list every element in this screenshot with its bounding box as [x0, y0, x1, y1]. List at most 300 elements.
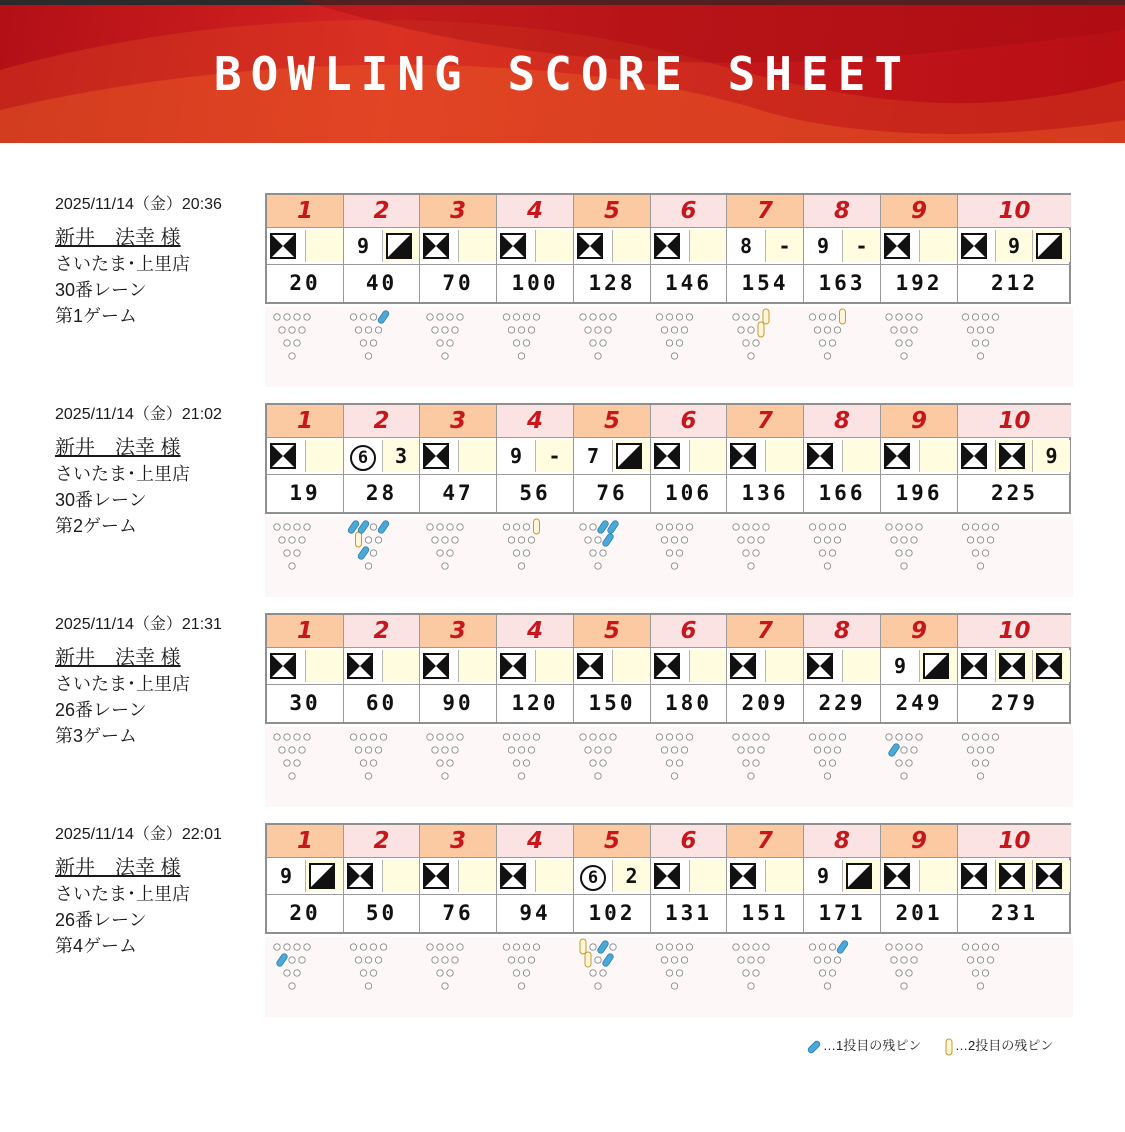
pin-down — [686, 524, 692, 530]
pin-down — [886, 734, 892, 740]
pin-diagram-frame-7 — [733, 524, 769, 569]
pin-down — [809, 314, 815, 320]
pin-down — [824, 327, 830, 333]
pin-down — [294, 970, 300, 976]
player-name: 新井 法幸 様 — [55, 857, 181, 879]
frame-2 — [344, 615, 420, 722]
pin-down — [743, 970, 749, 976]
pin-down — [304, 524, 310, 530]
pin-down — [442, 563, 448, 569]
frame-5 — [574, 615, 651, 722]
frame-number: 2 — [344, 615, 419, 647]
pin-down — [304, 314, 310, 320]
pin-down — [753, 340, 759, 346]
roll-box — [267, 440, 305, 472]
strike-mark-icon — [654, 863, 680, 889]
pin-down — [600, 734, 606, 740]
pin-standing-first — [357, 546, 370, 561]
pin-down — [299, 747, 305, 753]
frame-8 — [804, 825, 881, 932]
pin-down — [503, 314, 509, 320]
pin-down — [748, 983, 754, 989]
pin-down — [829, 760, 835, 766]
frame-total: 20 — [289, 901, 321, 925]
frame-total: 19 — [289, 481, 321, 505]
frame-1 — [267, 195, 344, 302]
frame-number: 8 — [804, 615, 880, 647]
pin-down — [891, 327, 897, 333]
frame-number: 3 — [420, 615, 496, 647]
pin-down — [819, 524, 825, 530]
pin-down — [274, 314, 280, 320]
pin-down — [360, 314, 366, 320]
game-number: 第1ゲーム — [55, 306, 138, 326]
pin-down — [610, 314, 616, 320]
frame-6 — [651, 405, 727, 512]
pin-diagram-frame-5 — [580, 734, 616, 779]
strike-mark-icon — [884, 863, 910, 889]
pin-down — [370, 970, 376, 976]
pin-down — [355, 327, 361, 333]
frame-number: 9 — [881, 615, 957, 647]
roll-box — [804, 440, 842, 472]
pin-diagram-frame-10 — [962, 524, 998, 569]
pin-down — [503, 734, 509, 740]
pin-down — [972, 970, 978, 976]
pin-down — [972, 760, 978, 766]
pin-down — [824, 983, 830, 989]
pin-standing-first — [597, 520, 610, 535]
frame-total: 209 — [741, 691, 789, 715]
pin-diagram-frame-1 — [274, 734, 310, 779]
frame-total: 76 — [442, 901, 474, 925]
pin-down — [595, 957, 601, 963]
frame-rolls — [958, 437, 1071, 475]
pin-down — [977, 747, 983, 753]
pin-down — [284, 314, 290, 320]
frame-10 — [958, 825, 1071, 932]
roll-box — [574, 440, 612, 472]
pin-down — [513, 944, 519, 950]
pin-diagram-frame-10 — [962, 944, 998, 989]
pin-down — [457, 734, 463, 740]
pin-down — [284, 944, 290, 950]
frame-number: 7 — [727, 615, 803, 647]
frame-2 — [344, 825, 420, 932]
pin-down — [447, 524, 453, 530]
roll-box — [958, 860, 995, 892]
pin-down — [891, 537, 897, 543]
pin-down — [916, 314, 922, 320]
pin-down — [748, 537, 754, 543]
pin-down — [274, 944, 280, 950]
pin-down — [839, 734, 845, 740]
pin-down — [518, 563, 524, 569]
pin-down — [896, 314, 902, 320]
roll-box — [535, 230, 573, 262]
pin-down — [284, 760, 290, 766]
frame-6 — [651, 615, 727, 722]
frame-7 — [727, 195, 804, 302]
pin-diagram-frame-6 — [656, 524, 692, 569]
pin-down — [523, 944, 529, 950]
pin-down — [809, 524, 815, 530]
strike-mark-icon — [423, 653, 449, 679]
pin-down — [518, 983, 524, 989]
pin-standing-first — [377, 520, 390, 535]
pin-diagram-svg — [265, 307, 1073, 387]
pin-diagram-frame-7 — [733, 309, 769, 359]
pin-down — [365, 957, 371, 963]
frame-total: 146 — [665, 271, 712, 295]
pin-down — [911, 537, 917, 543]
pin-down — [824, 353, 830, 359]
pin-down — [982, 970, 988, 976]
pin-down — [289, 563, 295, 569]
frame-total: 249 — [895, 691, 943, 715]
game-info — [55, 403, 267, 539]
roll-box — [458, 860, 496, 892]
pin-down — [906, 970, 912, 976]
score-sheet — [265, 823, 1071, 934]
strike-mark-icon — [999, 863, 1025, 889]
pin-down — [763, 524, 769, 530]
pin-down — [886, 524, 892, 530]
pin-down — [748, 773, 754, 779]
roll-box — [765, 440, 803, 472]
frame-number: 10 — [958, 405, 1071, 437]
pin-down — [523, 340, 529, 346]
frame-number: 6 — [651, 195, 726, 227]
frame-number: 2 — [344, 195, 419, 227]
strike-mark-icon — [270, 653, 296, 679]
pin-down — [733, 944, 739, 950]
pin-down — [686, 314, 692, 320]
pin-down — [748, 957, 754, 963]
frame-number: 9 — [881, 825, 957, 857]
pin-standing-second — [585, 952, 591, 967]
pin-diagram-frame-9 — [886, 734, 922, 779]
roll-box — [420, 230, 458, 262]
pin-down — [972, 550, 978, 556]
frame-3 — [420, 195, 497, 302]
pin-down — [595, 773, 601, 779]
pin-down — [891, 957, 897, 963]
roll-value: 9 — [356, 234, 370, 258]
pin-down — [513, 760, 519, 766]
frame-1 — [267, 405, 344, 512]
strike-mark-icon — [730, 863, 756, 889]
frame-2 — [344, 405, 420, 512]
score-sheet — [265, 403, 1071, 514]
pin-down — [743, 550, 749, 556]
roll-box — [919, 860, 957, 892]
pin-down — [987, 327, 993, 333]
frame-total: 40 — [365, 271, 398, 295]
pin-down — [427, 944, 433, 950]
legend-second — [943, 1035, 1053, 1057]
roll-box — [612, 230, 650, 262]
roll-box — [689, 650, 726, 682]
pin-diagram-frame-3 — [427, 314, 463, 359]
pin-down — [355, 957, 361, 963]
frame-number: 3 — [420, 405, 496, 437]
pin-down — [605, 747, 611, 753]
pin-down — [289, 983, 295, 989]
pin-down — [284, 734, 290, 740]
pin-down — [365, 747, 371, 753]
pin-down — [284, 550, 290, 556]
roll-value: - — [855, 234, 868, 258]
pin-down — [748, 747, 754, 753]
roll-box — [842, 440, 880, 472]
pin-down — [819, 550, 825, 556]
pin-down — [294, 340, 300, 346]
pin-down — [814, 747, 820, 753]
pin-standing-second — [763, 309, 769, 324]
pin-down — [758, 957, 764, 963]
pin-down — [432, 747, 438, 753]
strike-mark-icon — [500, 653, 526, 679]
frame-rolls — [727, 857, 803, 895]
strike-mark-icon — [961, 863, 987, 889]
pin-down — [518, 353, 524, 359]
pin-down — [595, 353, 601, 359]
pin-down — [437, 524, 443, 530]
pin-diagram-frame-5 — [580, 939, 616, 989]
strike-mark-icon — [577, 653, 603, 679]
frame-5 — [574, 825, 651, 932]
pin-down — [982, 944, 988, 950]
roll-box — [995, 860, 1032, 892]
frame-rolls — [267, 857, 343, 895]
pin-down — [360, 944, 366, 950]
frame-6 — [651, 825, 727, 932]
roll-box — [382, 650, 419, 682]
pin-down — [733, 314, 739, 320]
roll-box — [1032, 230, 1070, 262]
strike-mark-icon — [1036, 863, 1062, 889]
roll-box — [420, 650, 458, 682]
pin-down — [437, 944, 443, 950]
split-roll-value — [344, 440, 382, 472]
pin-down — [447, 550, 453, 556]
pin-down — [437, 734, 443, 740]
roll-box — [574, 860, 612, 892]
strike-mark-icon — [270, 233, 296, 259]
frame-number: 4 — [497, 405, 573, 437]
pin-down — [427, 314, 433, 320]
frame-total: 128 — [588, 271, 636, 295]
frame-total: 28 — [365, 481, 398, 505]
frame-rolls — [497, 647, 573, 685]
pin-down — [977, 773, 983, 779]
lane-number: 26番レーン — [55, 910, 147, 930]
pin-down — [763, 734, 769, 740]
pin-down — [738, 537, 744, 543]
pin-down — [370, 760, 376, 766]
pin-diagram-frame-2 — [350, 944, 386, 989]
frame-total: 212 — [991, 271, 1038, 295]
frame-total: 70 — [442, 271, 474, 295]
frame-rolls — [804, 857, 880, 895]
pin-down — [508, 537, 514, 543]
frame-total: 180 — [665, 691, 712, 715]
game-number: 第4ゲーム — [55, 936, 138, 956]
roll-box — [497, 440, 535, 472]
pin-down — [595, 537, 601, 543]
frame-rolls — [881, 227, 957, 265]
roll-box — [344, 860, 382, 892]
pin-down — [289, 327, 295, 333]
pin-down — [896, 760, 902, 766]
pin-down — [906, 340, 912, 346]
roll-box — [574, 230, 612, 262]
roll-box — [1032, 440, 1070, 472]
game-number: 第3ゲーム — [55, 726, 138, 746]
pin-down — [452, 537, 458, 543]
frame-total: 76 — [596, 481, 628, 505]
pin-diagram-frame-1 — [274, 314, 310, 359]
pin-down — [365, 353, 371, 359]
strike-mark-icon — [500, 233, 526, 259]
frame-number: 8 — [804, 825, 880, 857]
pin-down — [671, 537, 677, 543]
pin-down — [681, 747, 687, 753]
frame-10 — [958, 405, 1071, 512]
score-sheet — [265, 613, 1071, 724]
pin-diagram-frame-3 — [427, 944, 463, 989]
pin-down — [972, 314, 978, 320]
pin-down — [518, 747, 524, 753]
roll-box — [995, 650, 1032, 682]
pin-down — [375, 747, 381, 753]
pin-down — [681, 537, 687, 543]
pin-down — [590, 524, 596, 530]
pin-down — [906, 314, 912, 320]
pin-first-icon — [805, 1039, 823, 1055]
frame-rolls — [344, 227, 419, 265]
pin-diagram-frame-4 — [503, 944, 539, 989]
frame-number: 3 — [420, 195, 496, 227]
pin-down — [962, 524, 968, 530]
game-info — [55, 823, 267, 959]
pin-down — [671, 983, 677, 989]
strike-mark-icon — [884, 233, 910, 259]
strike-mark-icon — [577, 233, 603, 259]
frame-number: 6 — [651, 615, 726, 647]
pin-down — [753, 760, 759, 766]
pin-down — [447, 944, 453, 950]
header-banner — [0, 0, 1125, 143]
store-name: さいたま･上里店 — [55, 254, 190, 274]
frame-total: 47 — [442, 481, 474, 505]
page-title: BOWLING SCORE SHEET — [213, 47, 912, 101]
pin-down — [681, 327, 687, 333]
roll-box — [497, 650, 535, 682]
frame-rolls — [267, 227, 343, 265]
pin-down — [442, 957, 448, 963]
pin-down — [523, 314, 529, 320]
frame-8 — [804, 195, 881, 302]
pin-standing-first — [357, 520, 370, 535]
roll-box — [842, 230, 880, 262]
strike-mark-icon — [654, 443, 680, 469]
pin-down — [279, 327, 285, 333]
frame-total: 150 — [588, 691, 636, 715]
frame-number: 4 — [497, 615, 573, 647]
pin-down — [666, 340, 672, 346]
pin-second-icon — [943, 1038, 955, 1056]
pin-down — [738, 327, 744, 333]
frame-5 — [574, 405, 651, 512]
pin-down — [671, 327, 677, 333]
frame-total: 50 — [365, 901, 398, 925]
pin-down — [829, 944, 835, 950]
pin-down — [585, 327, 591, 333]
roll-value: 8 — [739, 234, 753, 258]
pin-down — [656, 314, 662, 320]
pin-down — [896, 970, 902, 976]
pin-down — [911, 957, 917, 963]
pin-down — [743, 734, 749, 740]
pin-standing-first — [607, 520, 620, 535]
roll-box — [881, 440, 919, 472]
frame-rolls — [420, 227, 496, 265]
strike-mark-icon — [1036, 653, 1062, 679]
pin-down — [824, 957, 830, 963]
strike-mark-icon — [884, 443, 910, 469]
pin-diagram-frame-4 — [503, 314, 539, 359]
roll-box — [344, 650, 382, 682]
frame-rolls — [497, 857, 573, 895]
pin-down — [360, 760, 366, 766]
strike-mark-icon — [961, 443, 987, 469]
roll-box — [497, 230, 535, 262]
roll-box — [305, 230, 343, 262]
strike-mark-icon — [347, 863, 373, 889]
pin-down — [437, 314, 443, 320]
pin-down — [523, 550, 529, 556]
pin-down — [906, 734, 912, 740]
pin-down — [743, 760, 749, 766]
pin-down — [610, 734, 616, 740]
pin-down — [834, 957, 840, 963]
pin-diagram-frame-1 — [274, 944, 310, 989]
legend-first-label: …1投目の残ピン — [823, 1038, 922, 1053]
pin-down — [370, 944, 376, 950]
pin-down — [533, 734, 539, 740]
frame-number: 5 — [574, 825, 650, 857]
pin-down — [809, 734, 815, 740]
player-name: 新井 法幸 様 — [55, 227, 181, 249]
roll-box — [305, 860, 343, 892]
pin-diagrams — [265, 307, 1073, 387]
frame-total: 136 — [741, 481, 789, 505]
roll-box — [689, 860, 726, 892]
pin-standing-second — [534, 519, 540, 534]
frame-rolls — [344, 647, 419, 685]
roll-box — [535, 650, 573, 682]
frame-total: 201 — [895, 901, 943, 925]
frame-4 — [497, 615, 574, 722]
frame-total: 100 — [511, 271, 559, 295]
pin-down — [528, 747, 534, 753]
pin-down — [819, 314, 825, 320]
pin-down — [753, 734, 759, 740]
pin-down — [814, 327, 820, 333]
frame-3 — [420, 825, 497, 932]
